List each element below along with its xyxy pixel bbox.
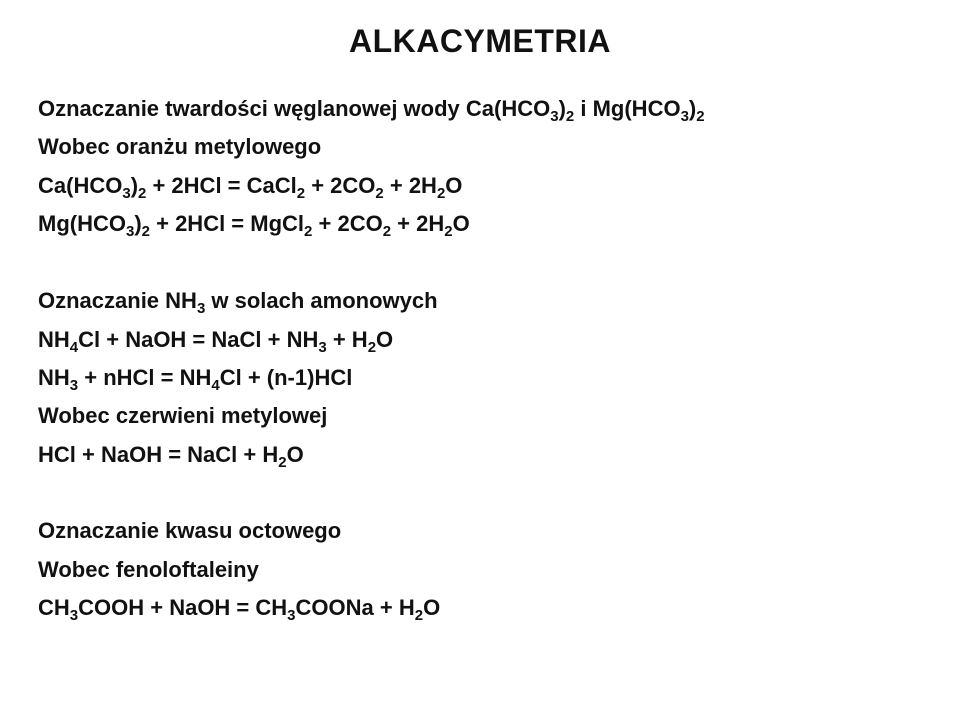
text-segment: O xyxy=(452,211,470,236)
text-line xyxy=(38,288,438,317)
text-segment: Ca(HCO xyxy=(38,173,123,198)
equation-line xyxy=(38,327,394,356)
equation-line xyxy=(38,365,353,394)
subscript: 2 xyxy=(141,223,150,240)
text-segment: COONa + H xyxy=(295,595,415,620)
text-segment: NH xyxy=(38,365,70,390)
subscript: 2 xyxy=(382,223,392,240)
text-segment: + nHCl = NH xyxy=(78,365,212,390)
text-segment: Wobec czerwieni metylowej xyxy=(38,403,328,428)
subscript: 3 xyxy=(680,108,689,125)
text-segment: ) xyxy=(130,173,139,198)
text-line xyxy=(38,518,341,544)
text-segment: w solach amonowych xyxy=(205,288,438,313)
equation-line xyxy=(38,211,470,240)
text-segment: NH xyxy=(38,327,70,352)
text-segment: + 2H xyxy=(391,211,445,236)
text-segment: Oznaczanie twardości węglanowej wody Ca(HCO xyxy=(38,96,551,121)
slide-title: ALKACYMETRIA xyxy=(349,23,611,59)
text-segment: + 2CO xyxy=(312,211,383,236)
text-segment: ) xyxy=(134,211,142,236)
text-line xyxy=(38,557,259,583)
subscript: 3 xyxy=(287,607,296,624)
subscript: 2 xyxy=(375,185,384,202)
text-segment: Oznaczanie NH xyxy=(38,288,197,313)
subscript: 3 xyxy=(196,300,206,317)
subscript: 2 xyxy=(696,108,705,125)
text-line xyxy=(38,403,327,429)
text-segment: Mg(HCO xyxy=(38,211,126,236)
text-segment: + 2H xyxy=(383,173,437,198)
text-segment: HCl + NaOH = NaCl + H xyxy=(38,442,279,467)
subscript: 2 xyxy=(436,185,446,202)
subscript: 3 xyxy=(125,223,135,240)
subscript: 2 xyxy=(367,339,377,356)
subscript: 4 xyxy=(69,339,79,356)
text-segment: Wobec oranżu metylowego xyxy=(38,134,322,159)
text-segment: + 2CO xyxy=(305,173,376,198)
subscript: 2 xyxy=(414,607,424,624)
subscript: 3 xyxy=(69,377,79,394)
subscript: 2 xyxy=(138,185,147,202)
equation-line xyxy=(38,595,441,624)
subscript: 2 xyxy=(444,223,453,240)
text-segment: i Mg(HCO xyxy=(574,96,681,121)
text-segment: O xyxy=(286,442,304,467)
text-segment: Cl + (n-1)HCl xyxy=(219,365,353,390)
text-segment: Cl + NaOH = NaCl + NH xyxy=(78,327,319,352)
equation-line xyxy=(38,442,304,471)
text-segment: + 2HCl = CaCl xyxy=(146,173,297,198)
text-segment: Oznaczanie kwasu octowego xyxy=(38,518,342,543)
equation-line xyxy=(38,173,463,202)
text-segment: O xyxy=(445,173,463,198)
text-segment: O xyxy=(423,595,441,620)
subscript: 2 xyxy=(565,108,575,125)
subscript: 3 xyxy=(69,607,79,624)
text-segment: + H xyxy=(326,327,368,352)
text-segment: + 2HCl = MgCl xyxy=(150,211,305,236)
subscript: 2 xyxy=(278,454,287,471)
subscript: 2 xyxy=(296,185,306,202)
text-line xyxy=(38,96,705,125)
subscript: 3 xyxy=(122,185,131,202)
text-line xyxy=(38,134,321,160)
text-segment: O xyxy=(376,327,394,352)
text-segment: ) xyxy=(558,96,566,121)
subscript: 2 xyxy=(304,223,313,240)
text-segment: CH xyxy=(38,595,70,620)
subscript: 3 xyxy=(318,339,327,356)
text-segment: ) xyxy=(688,96,697,121)
text-segment: COOH + NaOH = CH xyxy=(78,595,288,620)
subscript: 4 xyxy=(211,377,220,394)
text-segment: Wobec fenoloftaleiny xyxy=(38,557,259,582)
subscript: 3 xyxy=(550,108,559,125)
